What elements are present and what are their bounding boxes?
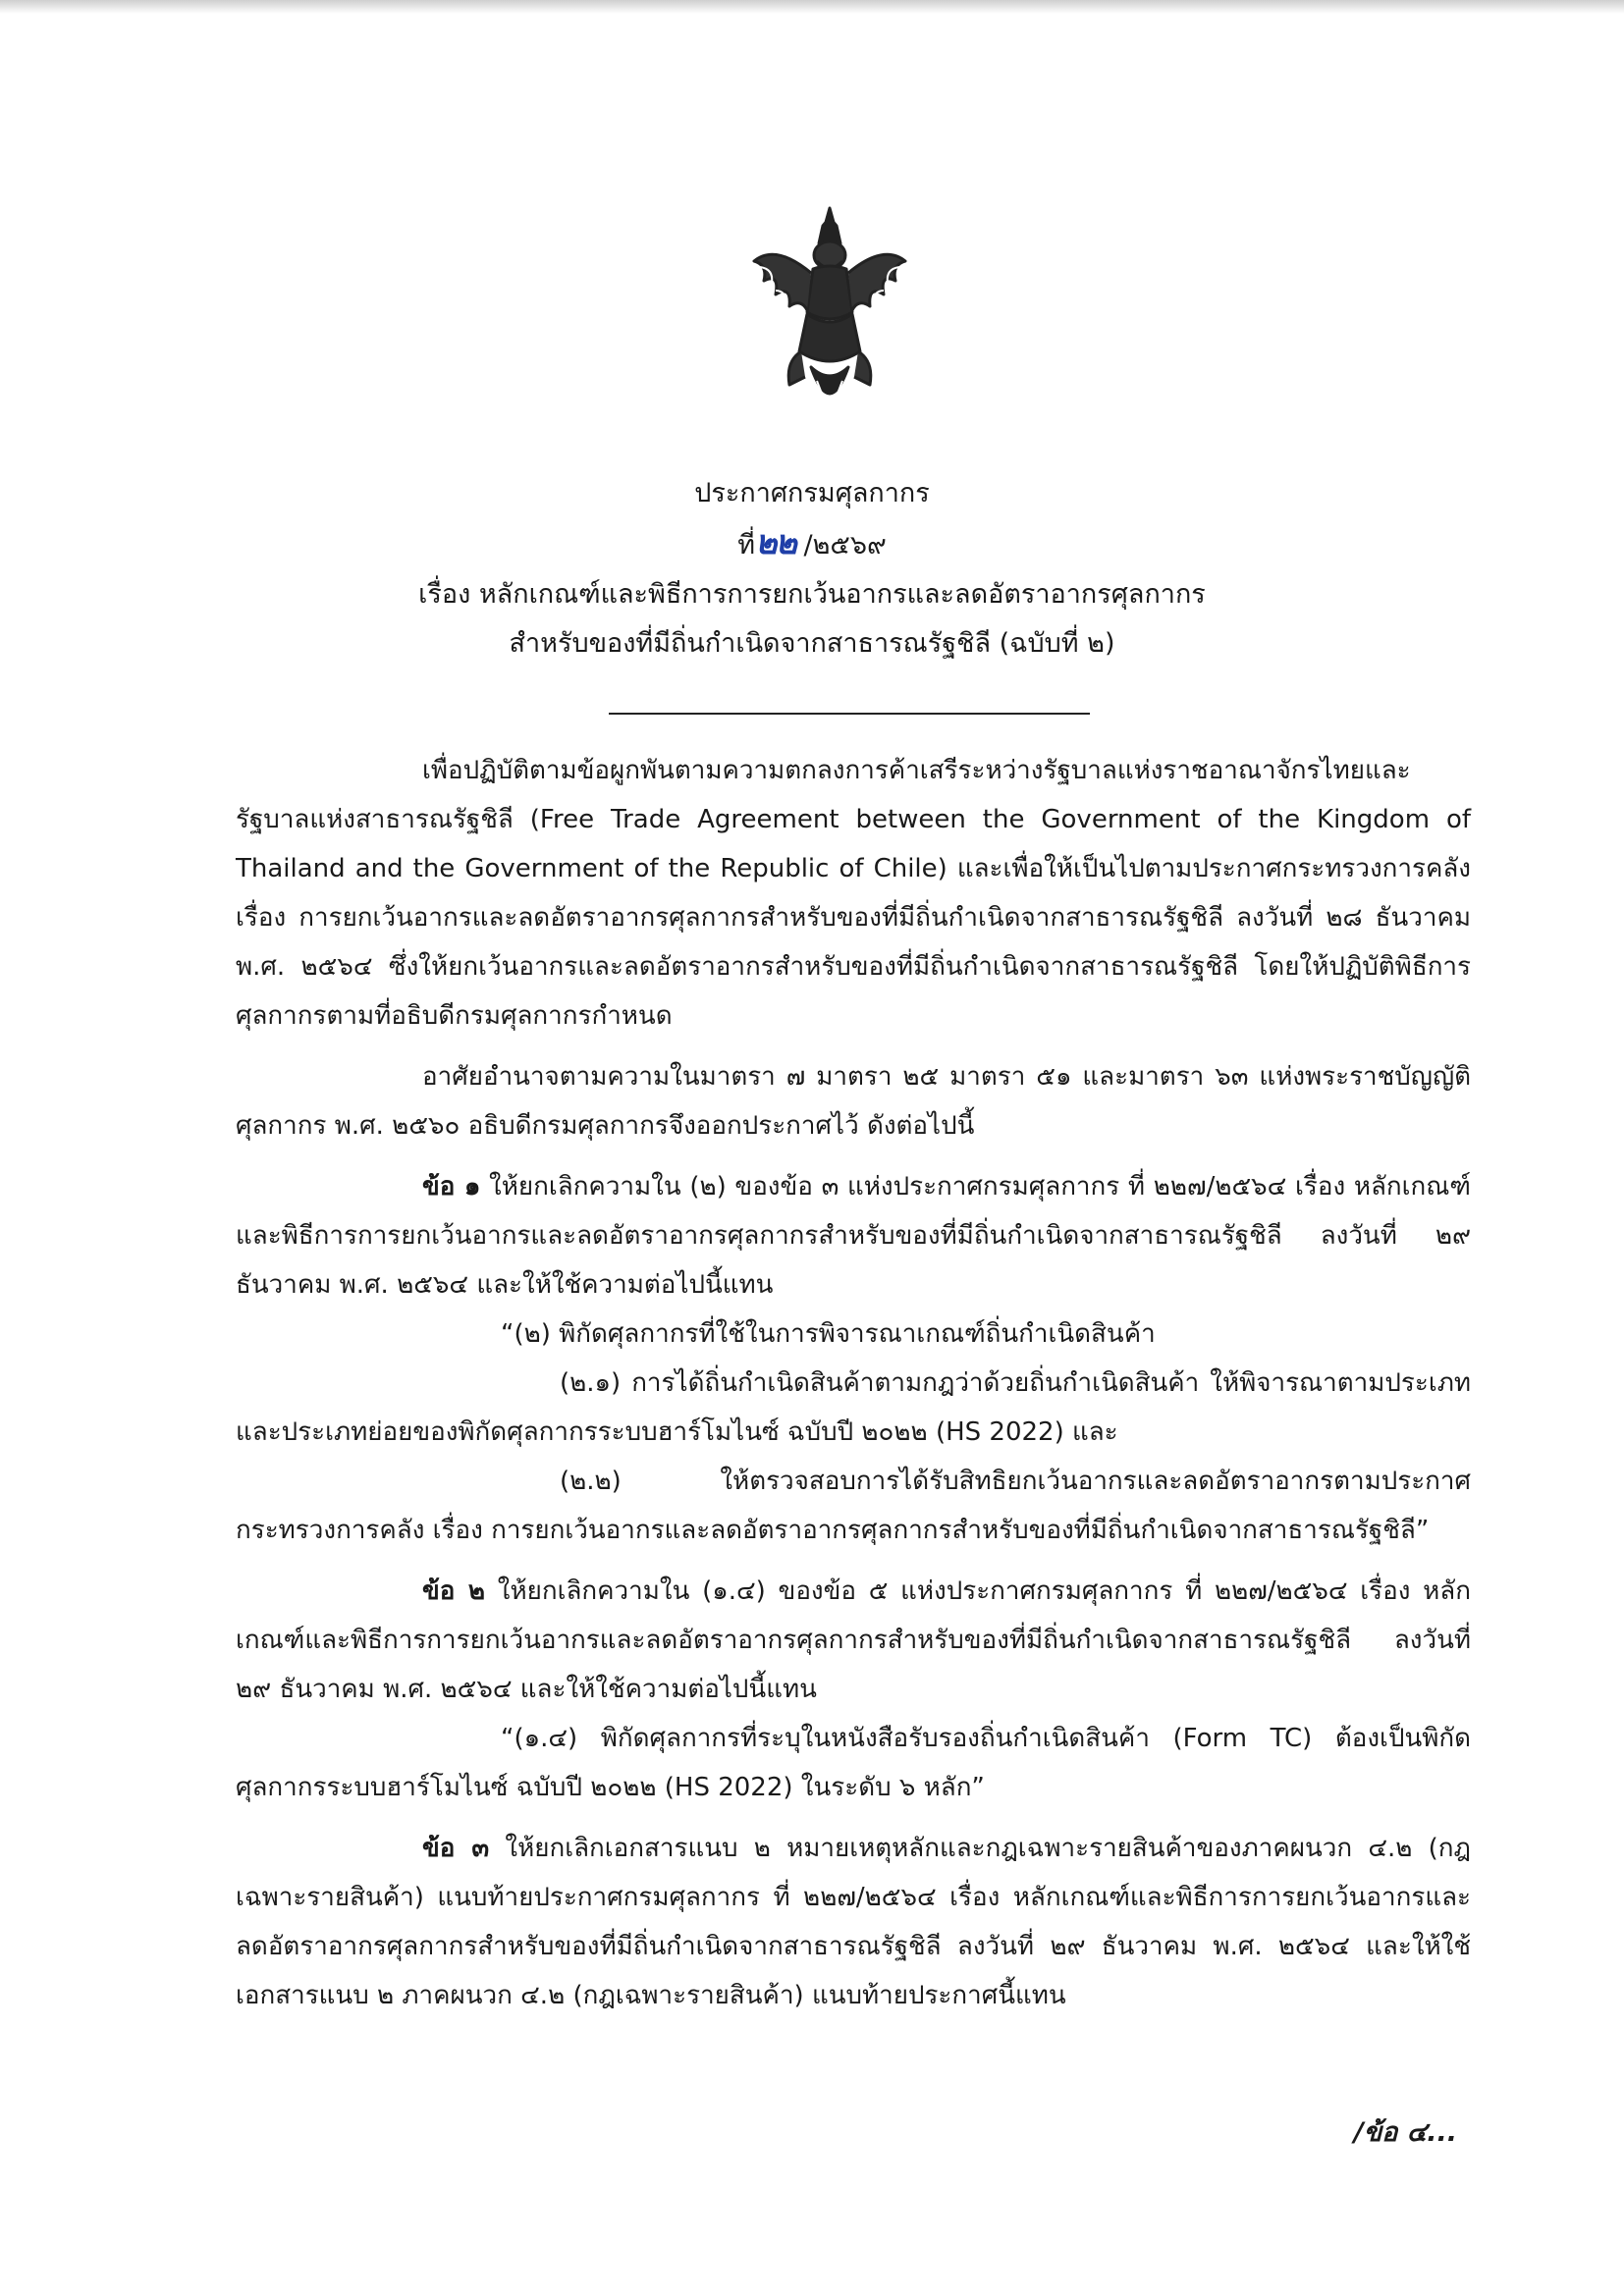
clause-2-text: ให้ยกเลิกความใน (๑.๔) ของข้อ ๕ แห่งประกาศกรมศุลกากร ที่ ๒๒๗/๒๕๖๔ เรื่อง หลักเกณฑ์และพิธีการการยกเว้นอากรและลดอัตราอากรศุลกากรสำหรับของที่มีถิ่นกำเนิดจากสาธารณรัฐชิลี ลงวันที่ ๒๙ ธันวาคม พ.ศ. ๒๕๖๔ และให้ใช้ความต่อไปนี้แทน [236,1576,1471,1704]
clause-2 [236,1567,1471,1714]
scan-edge-shadow [0,0,1624,14]
clause-1 [236,1162,1471,1309]
number-prefix: ที่ [737,530,756,561]
continuation-marker: /ข้อ ๔... [1353,2117,1457,2148]
title-divider [609,713,1090,715]
subject-line-1: เรื่อง หลักเกณฑ์และพิธีการการยกเว้นอากรและลดอัตราอากรศุลกากร [418,579,1206,610]
garuda-emblem-icon [746,204,913,420]
clause-2-quote-1: “(๑.๔) พิกัดศุลกากรที่ระบุในหนังสือรับรองถิ่นกำเนิดสินค้า (Form TC) ต้องเป็นพิกัดศุลกากรระบบฮาร์โมไนซ์ ฉบับปี ๒๐๒๒ (HS 2022) ในระดับ ๖ หลัก” [236,1724,1471,1802]
clause-1-quote-2: (๒.๑) การได้ถิ่นกำเนิดสินค้าตามกฎว่าด้วยถิ่นกำเนิดสินค้า ให้พิจารณาตามประเภทและประเภทย่อยของพิกัดศุลกากรระบบฮาร์โมไนซ์ ฉบับปี ๒๐๒๒ (HS 2022) และ [236,1368,1471,1447]
clause-1-quote-1: “(๒) พิกัดศุลกากรที่ใช้ในการพิจารณาเกณฑ์ถิ่นกำเนิดสินค้า [501,1319,1156,1349]
clause-3-label: ข้อ ๓ [422,1834,490,1863]
agency-title: ประกาศกรมศุลกากร [694,478,930,508]
announcement-body [236,746,1471,2020]
clause-1-label: ข้อ ๑ [422,1172,481,1201]
clause-2-label: ข้อ ๒ [422,1576,486,1606]
handwritten-number: ๒๒ [755,523,795,562]
preamble-paragraph: เพื่อปฏิบัติตามข้อผูกพันตามความตกลงการค้าเสรีระหว่างรัฐบาลแห่งราชอาณาจักรไทยและรัฐบาลแห่งสาธารณรัฐชิลี (Free Trade Agreement between the Government of the Kingdom of Thailand and the Government of the Republic of Chile) และเพื่อให้เป็นไปตามประกาศกระทรวงการคลัง เรื่อง การยกเว้นอากรและลดอัตราอากรศุลกากรสำหรับของที่มีถิ่นกำเนิดจากสาธารณรัฐชิลี ลงวันที่ ๒๘ ธันวาคม พ.ศ. ๒๕๖๔ ซึ่งให้ยกเว้นอากรและลดอัตราอากรสำหรับของที่มีถิ่นกำเนิดจากสาธารณรัฐชิลี โดยให้ปฏิบัติพิธีการศุลกากรตามที่อธิบดีกรมศุลกากรกำหนด [236,756,1471,1031]
announcement-number [0,518,1624,570]
clause-1-text: ให้ยกเลิกความใน (๒) ของข้อ ๓ แห่งประกาศกรมศุลกากร ที่ ๒๒๗/๒๕๖๔ เรื่อง หลักเกณฑ์และพิธีการการยกเว้นอากรและลดอัตราอากรศุลกากรสำหรับของที่มีถิ่นกำเนิดจากสาธารณรัฐชิลี ลงวันที่ ๒๙ ธันวาคม พ.ศ. ๒๕๖๔ และให้ใช้ความต่อไปนี้แทน [236,1172,1472,1300]
clause-3-text: ให้ยกเลิกเอกสารแนบ ๒ หมายเหตุหลักและกฎเฉพาะรายสินค้าของภาคผนวก ๔.๒ (กฎเฉพาะรายสินค้า) แนบท้ายประกาศกรมศุลกากร ที่ ๒๒๗/๒๕๖๔ เรื่อง หลักเกณฑ์และพิธีการการยกเว้นอากรและลดอัตราอากรศุลกากรสำหรับของที่มีถิ่นกำเนิดจากสาธารณรัฐชิลี ลงวันที่ ๒๙ ธันวาคม พ.ศ. ๒๕๖๔ และให้ใช้เอกสารแนบ ๒ ภาคผนวก ๔.๒ (กฎเฉพาะรายสินค้า) แนบท้ายประกาศนี้แทน [236,1834,1471,2010]
clause-3 [236,1824,1471,2020]
announcement-header [0,469,1624,668]
authority-paragraph: อาศัยอำนาจตามความในมาตรา ๗ มาตรา ๒๕ มาตรา ๕๑ และมาตรา ๖๓ แห่งพระราชบัญญัติศุลกากร พ.ศ. ๒๕๖๐ อธิบดีกรมศุลกากรจึงออกประกาศไว้ ดังต่อไปนี้ [236,1062,1471,1141]
subject-line-2: สำหรับของที่มีถิ่นกำเนิดจากสาธารณรัฐชิลี (ฉบับที่ ๒) [509,628,1115,659]
number-suffix: /๒๕๖๙ [803,530,887,561]
clause-1-quote-3: (๒.๒) ให้ตรวจสอบการได้รับสิทธิยกเว้นอากรและลดอัตราอากรตามประกาศกระทรวงการคลัง เรื่อง การยกเว้นอากรและลดอัตราอากรศุลกากรสำหรับของที่มีถิ่นกำเนิดจากสาธารณรัฐชิลี” [236,1467,1471,1545]
